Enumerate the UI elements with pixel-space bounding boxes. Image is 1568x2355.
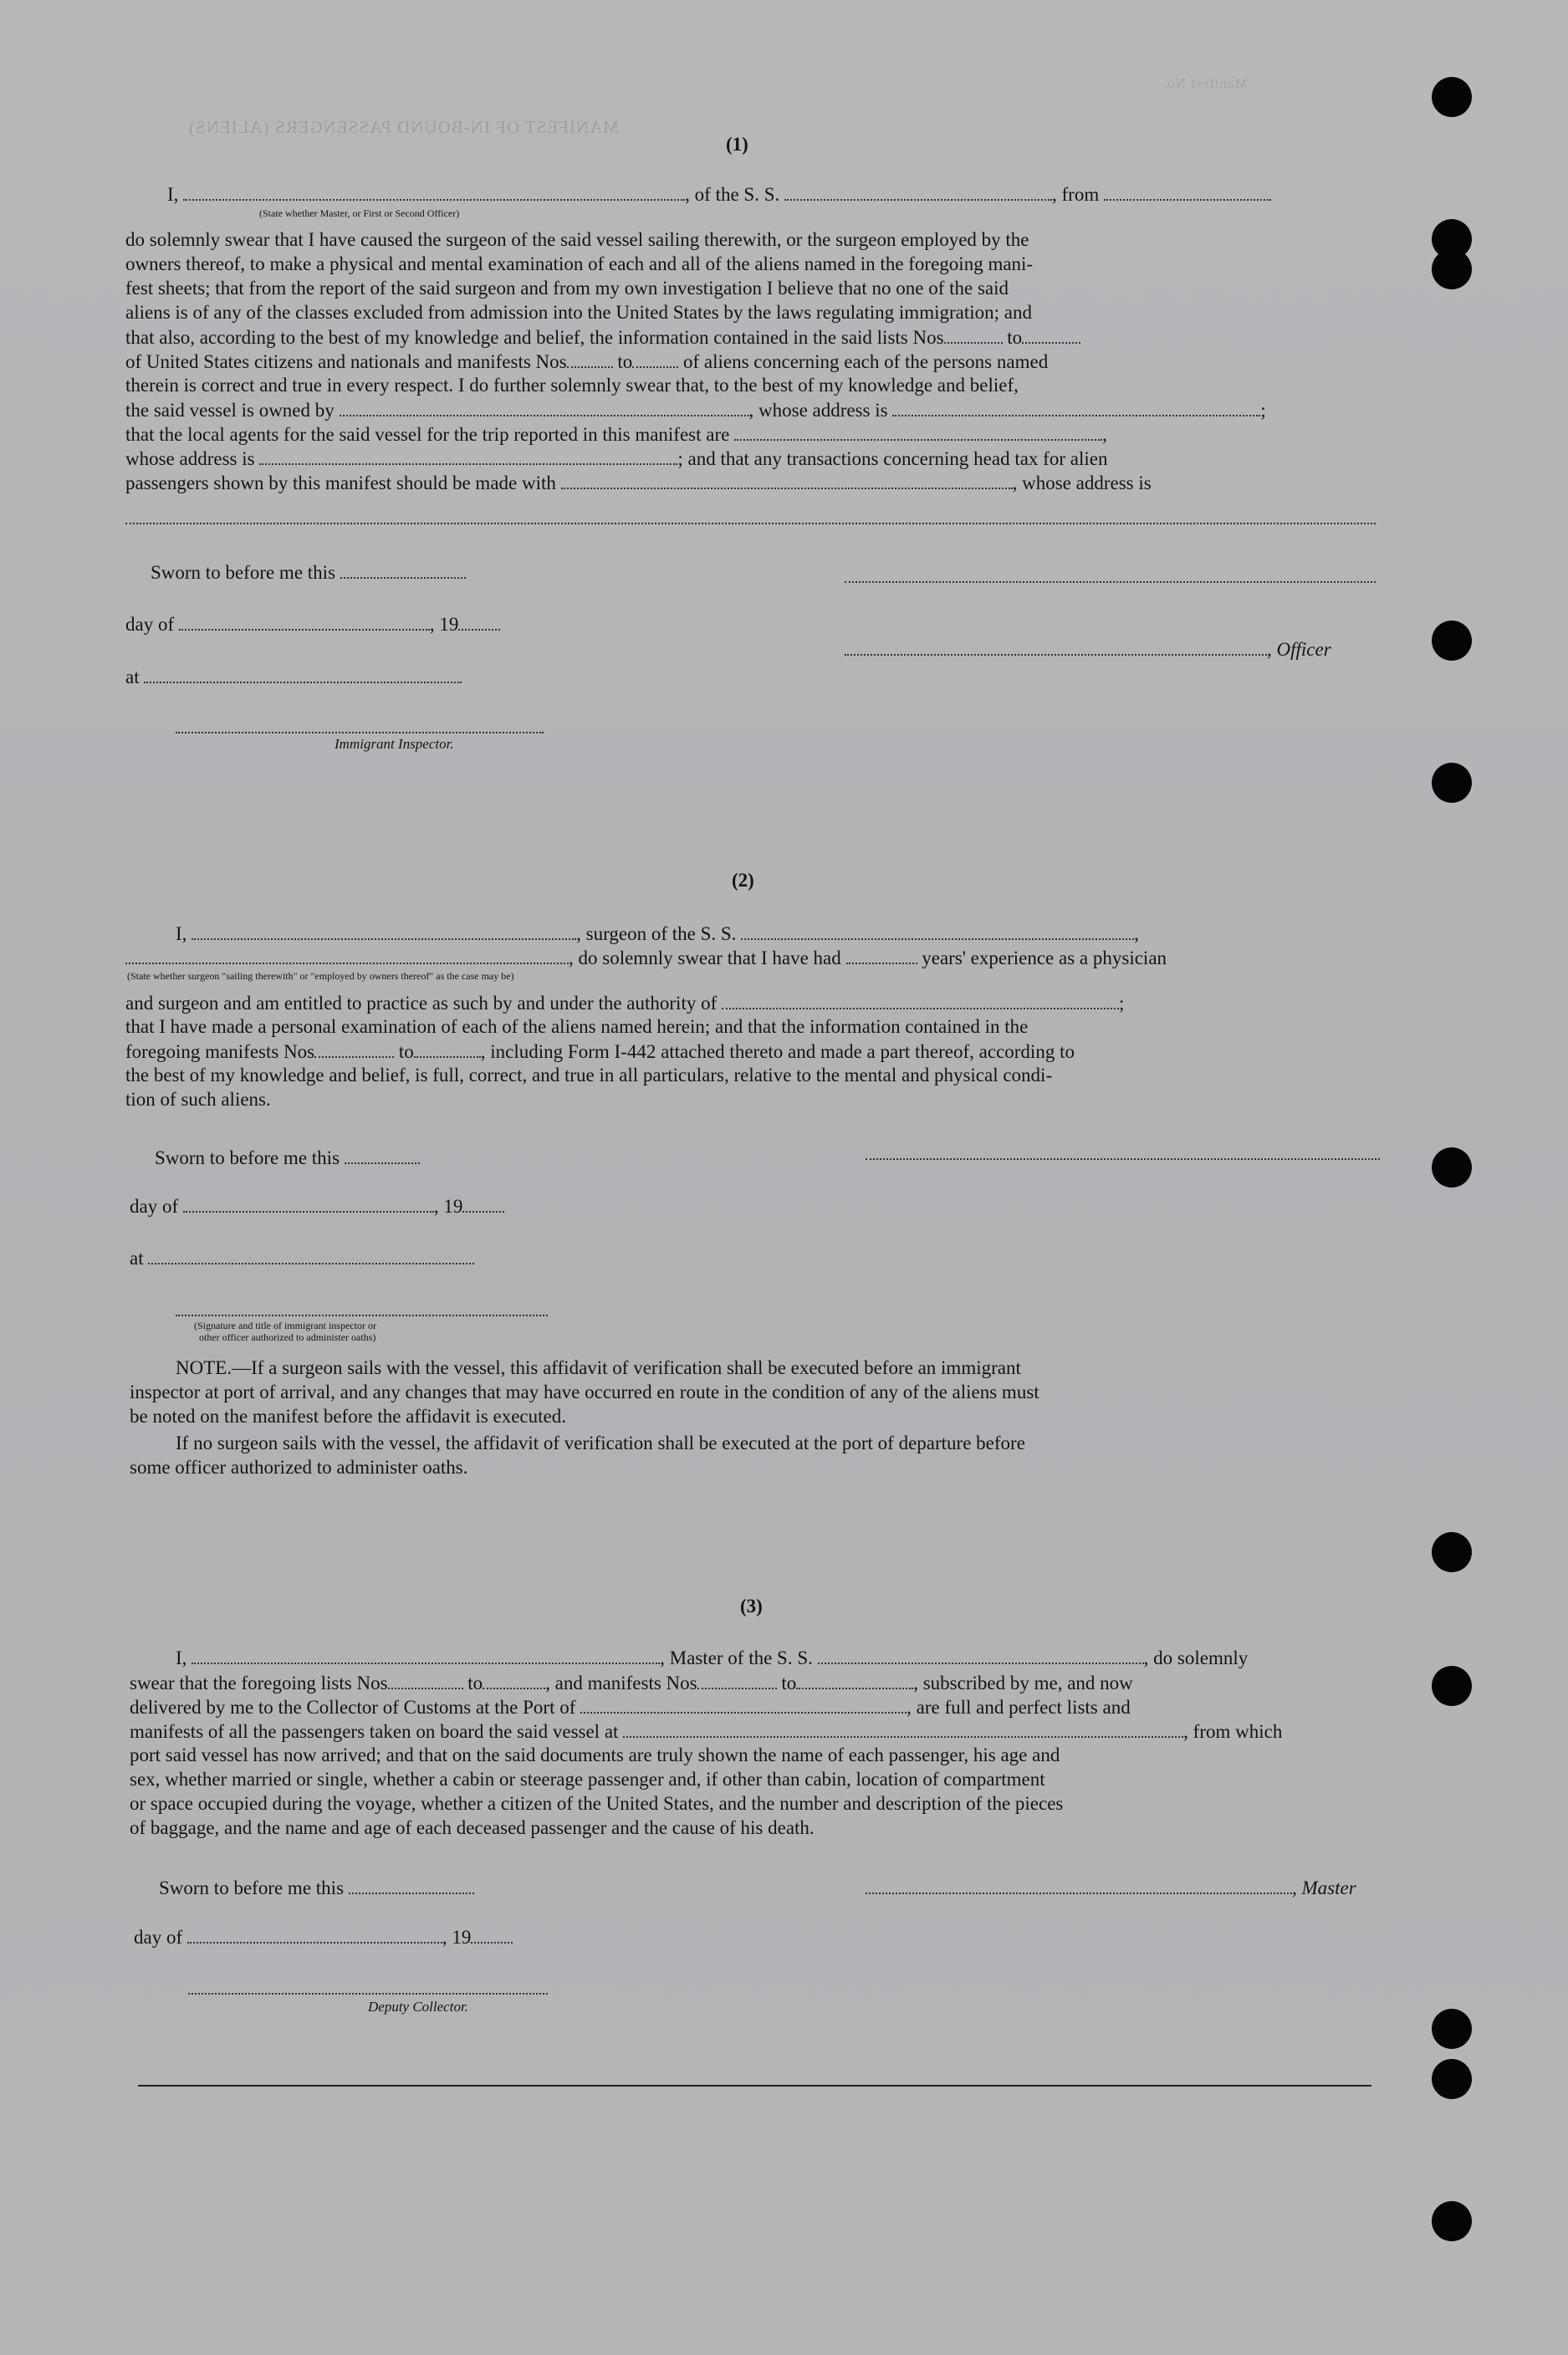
- s1-owner-field[interactable]: [340, 398, 749, 416]
- s1-manifests-tail: of aliens concerning each of the persons named: [683, 351, 1049, 372]
- s1-sworn-field[interactable]: [340, 560, 466, 579]
- s3-lists-from-field[interactable]: [388, 1671, 463, 1689]
- s3-full-lists-text: , are full and perfect lists and: [907, 1697, 1131, 1718]
- s3-boarded-text: manifests of all the passengers taken on board the said vessel at: [130, 1721, 619, 1742]
- ghost-header-number: Manifest No.: [1162, 75, 1248, 91]
- s3-subscribed-text: , subscribed by me, and now: [913, 1673, 1133, 1693]
- s1-line-3: owners thereof, to make a physical and mental examination of each and all of the aliens named in the foregoing mani-: [125, 253, 1034, 274]
- s1-at-label: at: [125, 667, 140, 687]
- bottom-rule: [138, 2085, 1371, 2087]
- s2-at: [130, 1246, 474, 1270]
- s2-line-1: [176, 922, 1139, 946]
- s1-line-9: [125, 398, 1266, 422]
- ghost-header-title: MANIFEST OF IN-BOUND PASSENGERS (ALIENS): [188, 117, 619, 137]
- s1-day-of-label: day of: [125, 614, 175, 635]
- s1-of-ss: , of the S. S.: [685, 184, 780, 205]
- s1-line-7: [125, 350, 1048, 374]
- punch-hole-6: [1432, 1147, 1472, 1188]
- s3-year-label: , 19: [442, 1927, 472, 1948]
- s2-line-6: the best of my knowledge and belief, is full, correct, and true in all particulars, relative to the mental and physical condi-: [125, 1065, 1053, 1086]
- s2-at-label: at: [130, 1248, 144, 1269]
- s2-years-field[interactable]: [846, 946, 917, 964]
- s3-collector-caption: Deputy Collector.: [368, 1999, 468, 2015]
- punch-hole-11: [1432, 2201, 1472, 2241]
- s2-authority-text: and surgeon and am entitled to practice as such by and under the authority of: [125, 993, 718, 1014]
- s2-day-field[interactable]: [183, 1194, 434, 1213]
- s3-master-of-ss: , Master of the S. S.: [660, 1647, 813, 1668]
- s1-inspector-caption: Immigrant Inspector.: [335, 736, 454, 752]
- s2-line-2: [125, 946, 1167, 970]
- s2-sig-caption-1: (Signature and title of immigrant inspector or: [194, 1320, 376, 1331]
- s1-agents-address-field[interactable]: [259, 447, 677, 465]
- s1-at-field[interactable]: [144, 665, 462, 683]
- s1-vessel-field[interactable]: [784, 182, 1052, 201]
- s1-from: , from: [1052, 184, 1100, 205]
- s3-master-label: , Master: [1292, 1877, 1356, 1898]
- section-2-number: (2): [732, 870, 754, 891]
- s2-at-field[interactable]: [148, 1246, 474, 1264]
- s3-line-3: [130, 1695, 1131, 1719]
- punch-hole-9: [1432, 2009, 1472, 2049]
- s1-address-continuation-line[interactable]: [125, 523, 1376, 524]
- s3-manifests-to-field[interactable]: [796, 1671, 913, 1689]
- s3-line-1: [176, 1646, 1248, 1670]
- section-3-number: (3): [740, 1596, 763, 1617]
- s1-officer: [845, 637, 1331, 662]
- s2-note-3: be noted on the manifest before the affidavit is executed.: [130, 1406, 566, 1427]
- s1-manifests-text: of United States citizens and nationals and manifests Nos: [125, 351, 567, 372]
- s2-years-text: years' experience as a physician: [922, 948, 1167, 968]
- s1-owner-end: ;: [1260, 400, 1266, 421]
- s1-i: I,: [167, 184, 179, 205]
- s3-vessel-field[interactable]: [818, 1646, 1144, 1664]
- s3-master: [866, 1876, 1356, 1900]
- s1-from-field[interactable]: [1104, 182, 1271, 201]
- s1-at: [125, 665, 462, 689]
- s3-sworn-label: Sworn to before me this: [159, 1877, 345, 1898]
- s2-day-of-label: day of: [130, 1196, 179, 1217]
- s1-lists-from-field[interactable]: [944, 325, 1003, 344]
- s2-authority-field[interactable]: [722, 991, 1119, 1009]
- s2-note-5: some officer authorized to administer oaths.: [130, 1457, 468, 1478]
- s1-line-11: [125, 447, 1107, 471]
- s1-manifests-from-field[interactable]: [567, 350, 613, 368]
- s3-line-2: [130, 1671, 1133, 1695]
- s2-line-1-end: ,: [1134, 923, 1139, 944]
- punch-hole-8: [1432, 1666, 1472, 1706]
- s2-year-label: , 19: [433, 1196, 463, 1217]
- s1-inspector-signature-line[interactable]: [176, 732, 544, 733]
- s3-line-5: port said vessel has now arrived; and that on the said documents are truly shown the name of each passenger, his age and: [130, 1745, 1060, 1765]
- s3-port-text: delivered by me to the Collector of Customs at the Port of: [130, 1697, 576, 1718]
- s2-surgeon-signature-line[interactable]: [866, 1158, 1380, 1160]
- s3-port-field[interactable]: [580, 1695, 907, 1714]
- s2-day-of: [130, 1194, 504, 1218]
- s3-line-4: [130, 1719, 1282, 1744]
- s3-collector-signature-line[interactable]: [188, 1993, 548, 1995]
- s2-authority-end: ;: [1119, 993, 1125, 1014]
- punch-hole-3: [1432, 249, 1472, 289]
- s3-day-of: [134, 1925, 513, 1949]
- s1-line-8: therein is correct and true in every respect. I do further solemnly swear that, to the best of my knowledge and belief,: [125, 375, 1019, 396]
- s2-line-7: tion of such aliens.: [125, 1089, 271, 1110]
- s2-form-text: , including Form I-442 attached thereto and made a part thereof, according to: [480, 1041, 1075, 1062]
- s1-agents-address-label: whose address is: [125, 448, 255, 469]
- s1-note-master: (State whether Master, or First or Second Officer): [259, 207, 460, 219]
- s3-master-name-field[interactable]: [192, 1646, 660, 1664]
- s1-head-tax-with: passengers shown by this manifest should be made with: [125, 473, 556, 493]
- s1-day-of: [125, 612, 500, 636]
- s2-i: I,: [176, 923, 187, 944]
- s1-day-field[interactable]: [179, 612, 430, 631]
- s1-line-1: [167, 182, 1271, 207]
- s1-agents-text: that the local agents for the said vessel for the trip reported in this manifest are: [125, 424, 730, 445]
- s2-manifests-text: foregoing manifests Nos: [125, 1041, 315, 1062]
- s3-sworn-field[interactable]: [349, 1876, 474, 1894]
- s3-manifests-to: to: [781, 1673, 797, 1693]
- section-1-number: (1): [726, 134, 748, 155]
- s2-line-3: [125, 991, 1124, 1015]
- s2-sig-caption-2: other officer authorized to administer oaths): [199, 1331, 376, 1343]
- s1-line-6: [125, 325, 1080, 350]
- s3-day-field[interactable]: [187, 1925, 442, 1944]
- s2-sworn-field[interactable]: [345, 1146, 420, 1164]
- s1-head-tax-address-label: , whose address is: [1012, 473, 1152, 493]
- s1-lists-to-field[interactable]: [1022, 325, 1080, 344]
- s2-inspector-signature-line[interactable]: [176, 1315, 548, 1316]
- s1-head-tax-text: ; and that any transactions concerning head tax for alien: [677, 448, 1108, 469]
- s1-officer-label: , Officer: [1267, 639, 1331, 660]
- s2-swear-text: , do solemnly swear that I have had: [569, 948, 841, 968]
- s1-head-tax-field[interactable]: [561, 471, 1013, 489]
- s1-line-4: fest sheets; that from the report of the said surgeon and from my own investigation I believe that no one of the said: [125, 278, 1009, 299]
- s1-agents-end: ,: [1102, 424, 1107, 445]
- s2-year-field[interactable]: [462, 1194, 504, 1213]
- s2-line-5: [125, 1040, 1075, 1064]
- s2-manifests-to-field[interactable]: [414, 1040, 481, 1058]
- s1-line-2: do solemnly swear that I have caused the surgeon of the said vessel sailing therewith, or the surgeon employed by the: [125, 229, 1029, 250]
- s3-year-field[interactable]: [471, 1925, 513, 1944]
- s1-manifests-to-field[interactable]: [632, 350, 678, 368]
- s2-line-4: that I have made a personal examination of each of the aliens named herein; and that the information contained in the: [125, 1016, 1029, 1037]
- s1-officer-signature-field[interactable]: [845, 637, 1267, 656]
- s3-sworn: [159, 1876, 474, 1900]
- s3-lists-text: swear that the foregoing lists Nos: [130, 1673, 388, 1693]
- s1-line-5: aliens is of any of the classes excluded from admission into the United States by the laws regulating immigration; and: [125, 302, 1032, 323]
- s3-line-7: or space occupied during the voyage, whether a citizen of the United States, and the number and description of the pieces: [130, 1793, 1064, 1814]
- s1-officer-signature-top-line[interactable]: [845, 581, 1376, 583]
- punch-hole-10: [1432, 2059, 1472, 2099]
- punch-hole-7: [1432, 1532, 1472, 1572]
- s3-from-which-text: , from which: [1183, 1721, 1283, 1742]
- s3-master-signature-field[interactable]: [866, 1876, 1292, 1894]
- s3-lists-to: to: [467, 1673, 483, 1693]
- s1-manifests-to: to: [617, 351, 633, 372]
- s3-solemnly: , do solemnly: [1143, 1647, 1249, 1668]
- s2-manifests-from-field[interactable]: [314, 1040, 394, 1058]
- s2-vessel-field[interactable]: [741, 922, 1134, 940]
- s1-year-label: , 19: [429, 614, 459, 635]
- s1-sworn-label: Sworn to before me this: [151, 562, 336, 583]
- s1-line-12: [125, 471, 1152, 495]
- s2-note-surgeon: (State whether surgeon "sailing therewith" or "employed by owners thereof" as the case may be): [127, 970, 514, 982]
- s1-year-field[interactable]: [458, 612, 500, 631]
- punch-hole-4: [1432, 621, 1472, 661]
- s2-note-2: inspector at port of arrival, and any changes that may have occurred en route in the condition of any of the aliens must: [130, 1382, 1039, 1402]
- s3-manifests-text: , and manifests Nos: [545, 1673, 697, 1693]
- s2-sworn: [155, 1146, 420, 1170]
- s3-day-of-label: day of: [134, 1927, 183, 1948]
- s3-line-8: of baggage, and the name and age of each deceased passenger and the cause of his death.: [130, 1817, 815, 1838]
- s2-surgeon-name-field[interactable]: [192, 922, 576, 940]
- s1-owner-address-field[interactable]: [892, 398, 1260, 416]
- s1-lists-to: to: [1007, 327, 1023, 348]
- s2-surgeon-of-ss: , surgeon of the S. S.: [576, 923, 737, 944]
- s1-agents-field[interactable]: [734, 422, 1102, 441]
- s3-i: I,: [176, 1647, 187, 1668]
- s2-sworn-label: Sworn to before me this: [155, 1147, 340, 1168]
- s1-owned-by: the said vessel is owned by: [125, 400, 335, 421]
- s1-lists-text: that also, according to the best of my knowledge and belief, the information contained in the said lists Nos: [125, 327, 944, 348]
- s2-note-1: NOTE.—If a surgeon sails with the vessel, this affidavit of verification shall be executed before an immigrant: [176, 1357, 1021, 1378]
- s3-boarded-field[interactable]: [623, 1719, 1183, 1738]
- s3-manifests-from-field[interactable]: [697, 1671, 777, 1689]
- s1-owner-address-label: , whose address is: [748, 400, 888, 421]
- s2-note-4: If no surgeon sails with the vessel, the affidavit of verification shall be executed at the port of departure before: [176, 1433, 1025, 1453]
- s3-lists-to-field[interactable]: [483, 1671, 545, 1689]
- punch-hole-1: [1432, 77, 1472, 117]
- s2-surgeon-type-field[interactable]: [125, 946, 569, 964]
- s1-line-10: [125, 422, 1107, 447]
- punch-hole-5: [1432, 763, 1472, 803]
- s3-line-6: sex, whether married or single, whether a cabin or steerage passenger and, if other than cabin, location of compartment: [130, 1769, 1045, 1790]
- s1-officer-name-field[interactable]: [183, 182, 685, 201]
- s1-sworn: [151, 560, 466, 585]
- s2-manifests-to: to: [398, 1041, 414, 1062]
